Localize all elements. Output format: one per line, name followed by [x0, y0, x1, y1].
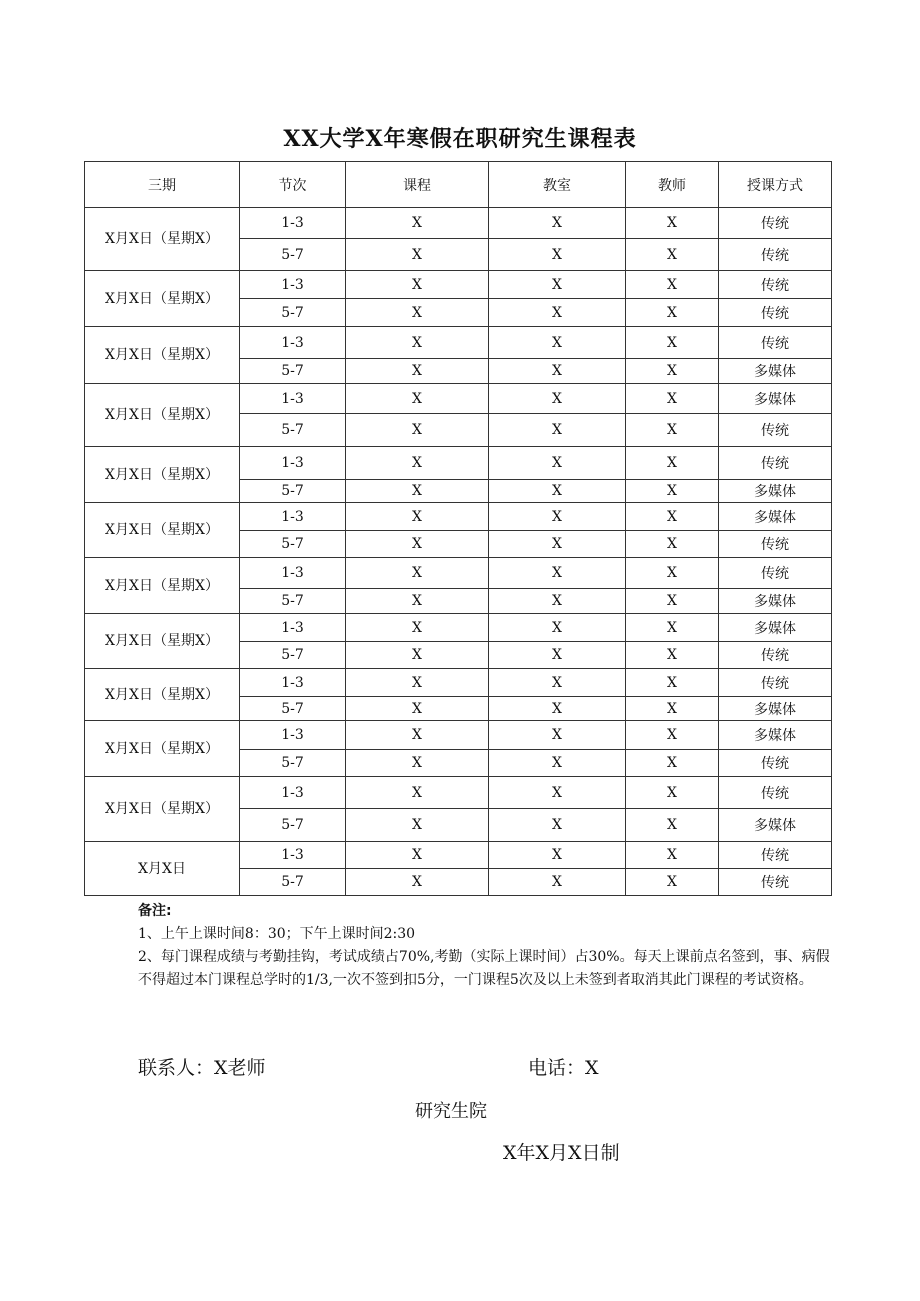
department: 研究生院: [415, 1101, 487, 1122]
mode-cell: 多媒体: [719, 697, 832, 721]
course-cell: X: [346, 384, 489, 414]
mode-cell: 传统: [719, 642, 832, 669]
notes-section: [138, 900, 838, 992]
period-cell: 5-7: [240, 750, 346, 777]
mode-cell: 传统: [719, 750, 832, 777]
teacher-cell: X: [626, 558, 719, 589]
teacher-cell: X: [626, 750, 719, 777]
course-cell: X: [346, 777, 489, 809]
teacher-cell: X: [626, 299, 719, 327]
date-cell: X月X日（星期X）: [85, 447, 240, 503]
course-cell: X: [346, 589, 489, 614]
header-cell: 三期: [85, 162, 240, 208]
mode-cell: 多媒体: [719, 614, 832, 642]
room-cell: X: [489, 809, 626, 842]
course-cell: X: [346, 414, 489, 447]
date-cell: X月X日（星期X）: [85, 384, 240, 447]
room-cell: X: [489, 614, 626, 642]
table-row: [85, 777, 832, 809]
header-cell: 课程: [346, 162, 489, 208]
date-cell: X月X日（星期X）: [85, 558, 240, 614]
mode-cell: 传统: [719, 208, 832, 239]
mode-cell: 传统: [719, 531, 832, 558]
mode-cell: 传统: [719, 414, 832, 447]
period-cell: 5-7: [240, 589, 346, 614]
course-cell: X: [346, 697, 489, 721]
date-cell: X月X日（星期X）: [85, 503, 240, 558]
date-cell: X月X日（星期X）: [85, 721, 240, 777]
table-row: [85, 208, 832, 239]
table-row: [85, 447, 832, 480]
period-cell: 5-7: [240, 531, 346, 558]
period-cell: 1-3: [240, 842, 346, 869]
date-cell: X月X日（星期X）: [85, 669, 240, 721]
date-cell: X月X日（星期X）: [85, 271, 240, 327]
period-cell: 5-7: [240, 239, 346, 271]
period-cell: 1-3: [240, 721, 346, 750]
course-cell: X: [346, 721, 489, 750]
room-cell: X: [489, 239, 626, 271]
teacher-cell: X: [626, 271, 719, 299]
mode-cell: 多媒体: [719, 384, 832, 414]
room-cell: X: [489, 721, 626, 750]
room-cell: X: [489, 447, 626, 480]
period-cell: 1-3: [240, 327, 346, 359]
teacher-cell: X: [626, 384, 719, 414]
period-cell: 5-7: [240, 697, 346, 721]
teacher-cell: X: [626, 869, 719, 896]
course-cell: X: [346, 842, 489, 869]
period-cell: 5-7: [240, 809, 346, 842]
course-cell: X: [346, 359, 489, 384]
mode-cell: 多媒体: [719, 480, 832, 503]
mode-cell: 多媒体: [719, 503, 832, 531]
teacher-cell: X: [626, 809, 719, 842]
table-row: [85, 503, 832, 531]
room-cell: X: [489, 697, 626, 721]
room-cell: X: [489, 480, 626, 503]
room-cell: X: [489, 384, 626, 414]
period-cell: 1-3: [240, 669, 346, 697]
period-cell: 1-3: [240, 384, 346, 414]
date-cell: X月X日（星期X）: [85, 777, 240, 842]
course-cell: X: [346, 558, 489, 589]
period-cell: 1-3: [240, 447, 346, 480]
mode-cell: 多媒体: [719, 359, 832, 384]
period-cell: 1-3: [240, 614, 346, 642]
header-cell: 教室: [489, 162, 626, 208]
teacher-cell: X: [626, 503, 719, 531]
mode-cell: 传统: [719, 669, 832, 697]
date-cell: X月X日（星期X）: [85, 208, 240, 271]
teacher-cell: X: [626, 642, 719, 669]
header-cell: 节次: [240, 162, 346, 208]
made-date: X年X月X日制: [503, 1142, 620, 1164]
table-row: [85, 271, 832, 299]
course-cell: X: [346, 503, 489, 531]
mode-cell: 传统: [719, 869, 832, 896]
mode-cell: 多媒体: [719, 721, 832, 750]
course-cell: X: [346, 869, 489, 896]
table-row: [85, 721, 832, 750]
teacher-cell: X: [626, 208, 719, 239]
teacher-cell: X: [626, 777, 719, 809]
table-row: [85, 842, 832, 869]
course-cell: X: [346, 299, 489, 327]
teacher-cell: X: [626, 359, 719, 384]
room-cell: X: [489, 271, 626, 299]
teacher-cell: X: [626, 480, 719, 503]
room-cell: X: [489, 558, 626, 589]
course-cell: X: [346, 642, 489, 669]
room-cell: X: [489, 589, 626, 614]
period-cell: 5-7: [240, 414, 346, 447]
header-cell: 教师: [626, 162, 719, 208]
room-cell: X: [489, 531, 626, 558]
room-cell: X: [489, 869, 626, 896]
room-cell: X: [489, 359, 626, 384]
contact-phone: 电话：X: [528, 1057, 599, 1079]
course-cell: X: [346, 480, 489, 503]
room-cell: X: [489, 669, 626, 697]
mode-cell: 传统: [719, 239, 832, 271]
mode-cell: 传统: [719, 327, 832, 359]
course-cell: X: [346, 809, 489, 842]
table-row: [85, 614, 832, 642]
course-cell: X: [346, 750, 489, 777]
note-item: 2、每门课程成绩与考勤挂钩，考试成绩占70%,考勤（实际上课时间）占30%。每天上课前点名签到，事、病假不得超过本门课程总学时的1/3,一次不签到扣5分，一门课程5次及以上未签到者取消其此门课程的考试资格。: [138, 949, 830, 988]
mode-cell: 传统: [719, 271, 832, 299]
room-cell: X: [489, 777, 626, 809]
schedule-table: [84, 161, 832, 896]
course-cell: X: [346, 327, 489, 359]
room-cell: X: [489, 503, 626, 531]
room-cell: X: [489, 299, 626, 327]
period-cell: 1-3: [240, 777, 346, 809]
notes-heading: 备注:: [138, 903, 172, 919]
table-row: [85, 327, 832, 359]
period-cell: 5-7: [240, 869, 346, 896]
course-cell: X: [346, 531, 489, 558]
table-row: [85, 384, 832, 414]
room-cell: X: [489, 842, 626, 869]
mode-cell: 传统: [719, 299, 832, 327]
date-cell: X月X日: [85, 842, 240, 896]
period-cell: 5-7: [240, 642, 346, 669]
page-title: XX大学X年寒假在职研究生课程表: [283, 126, 637, 152]
mode-cell: 传统: [719, 777, 832, 809]
course-cell: X: [346, 239, 489, 271]
mode-cell: 传统: [719, 842, 832, 869]
teacher-cell: X: [626, 842, 719, 869]
period-cell: 1-3: [240, 558, 346, 589]
room-cell: X: [489, 642, 626, 669]
course-cell: X: [346, 447, 489, 480]
note-item: 1、上午上课时间8：30；下午上课时间2:30: [138, 926, 416, 942]
course-cell: X: [346, 669, 489, 697]
room-cell: X: [489, 414, 626, 447]
period-cell: 5-7: [240, 359, 346, 384]
period-cell: 1-3: [240, 503, 346, 531]
teacher-cell: X: [626, 239, 719, 271]
room-cell: X: [489, 750, 626, 777]
header-row: [85, 162, 832, 208]
period-cell: 1-3: [240, 271, 346, 299]
period-cell: 5-7: [240, 480, 346, 503]
course-cell: X: [346, 208, 489, 239]
teacher-cell: X: [626, 447, 719, 480]
date-cell: X月X日（星期X）: [85, 327, 240, 384]
table-row: [85, 558, 832, 589]
course-cell: X: [346, 271, 489, 299]
table-row: [85, 669, 832, 697]
course-cell: X: [346, 614, 489, 642]
room-cell: X: [489, 208, 626, 239]
teacher-cell: X: [626, 589, 719, 614]
mode-cell: 多媒体: [719, 589, 832, 614]
room-cell: X: [489, 327, 626, 359]
mode-cell: 传统: [719, 558, 832, 589]
teacher-cell: X: [626, 327, 719, 359]
teacher-cell: X: [626, 614, 719, 642]
period-cell: 1-3: [240, 208, 346, 239]
contact-person: 联系人：X老师: [138, 1057, 266, 1079]
teacher-cell: X: [626, 721, 719, 750]
teacher-cell: X: [626, 697, 719, 721]
mode-cell: 传统: [719, 447, 832, 480]
period-cell: 5-7: [240, 299, 346, 327]
mode-cell: 多媒体: [719, 809, 832, 842]
date-cell: X月X日（星期X）: [85, 614, 240, 669]
teacher-cell: X: [626, 414, 719, 447]
header-cell: 授课方式: [719, 162, 832, 208]
teacher-cell: X: [626, 669, 719, 697]
teacher-cell: X: [626, 531, 719, 558]
